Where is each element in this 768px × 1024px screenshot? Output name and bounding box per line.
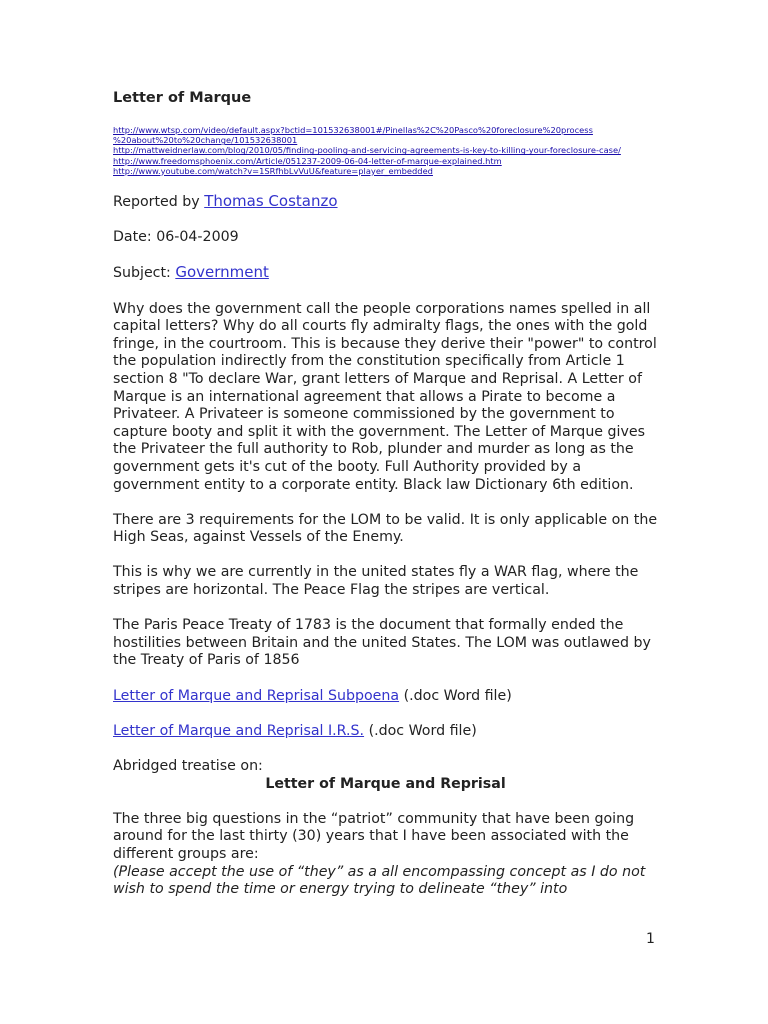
page-number: 1 (646, 931, 655, 947)
reported-by-label: Reported by (113, 194, 205, 210)
file-link-line-irs (113, 723, 658, 741)
reported-by-line (113, 193, 658, 212)
subpoena-doc-link[interactable]: Letter of Marque and Reprisal Subpoena (113, 687, 400, 704)
subject-link[interactable]: Government (175, 263, 269, 282)
date-line: Date: 06-04-2009 (113, 229, 239, 246)
paragraph-flags: This is why we are currently in the united states fly a WAR flag, where the stripes are horizontal. The Peace Flag the stripes are vertical. (113, 564, 639, 599)
subpoena-doc-suffix: (.doc Word file) (399, 687, 512, 704)
document-title: Letter of Marque (113, 90, 252, 106)
paragraph-intro: Why does the government call the people corporations names spelled in all capital letters? Why do all courts fly admiralty flags, the ones with the gold fringe, in the courtroom. This is because they derive their "power" to control the population indirectly from the constitution specifically from Article 1 section 8 "To declare War, grant letters of Marque and Reprisal. A Letter of Marque is an international agreement that allows a Pirate to become a Privateer. A Privateer is someone commissioned by the government to capture booty and split it with the government. The Letter of Marque gives the Privateer the full authority to Rob, plunder and murder as long as the government gets it's cut of the booty. Full Authority provided by a government entity to a corporate entity. Black law Dictionary 6th edition. (113, 300, 657, 493)
paragraph-requirements: There are 3 requirements for the LOM to be valid. It is only applicable on the High Seas, against Vessels of the Enemy. (113, 511, 658, 546)
abridged-intro: Abridged treatise on: (113, 758, 263, 774)
url-list (113, 125, 673, 176)
document-page (113, 0, 658, 1024)
document-body (113, 193, 658, 916)
file-link-line-subpoena (113, 688, 658, 706)
irs-doc-suffix: (.doc Word file) (364, 722, 477, 739)
subject-line (113, 264, 658, 283)
irs-doc-link[interactable]: Letter of Marque and Reprisal I.R.S. (113, 722, 365, 739)
reporter-name-link[interactable]: Thomas Costanzo (204, 192, 338, 210)
url-link-mattweidnerlaw[interactable]: http://mattweidnerlaw.com/blog/2010/05/finding-pooling-and-servicing-agreements-is-key-to-killing-your-foreclosure-case/ (113, 145, 621, 156)
report-meta (113, 193, 658, 283)
paragraph-italic-note: (Please accept the use of “they” as a all encompassing concept as I do not wish to spend the time or energy trying to delineate “they” into (113, 863, 646, 898)
paragraph-questions: The three big questions in the “patriot” community that have been going around for the last thirty (30) years that I have been associated with the different groups are: (113, 810, 635, 862)
abridged-heading: Letter of Marque and Reprisal (265, 775, 506, 792)
subject-label: Subject: (113, 265, 176, 282)
paragraph-treaty: The Paris Peace Treaty of 1783 is the document that formally ended the hostilities between Britain and the united States. The LOM was outlawed by the Treaty of Paris of 1856 (113, 617, 651, 669)
url-link-freedomsphoenix[interactable]: http://www.freedomsphoenix.com/Article/051237-2009-06-04-letter-of-marque-explained.htm (113, 155, 502, 166)
url-link-wtsp-continued[interactable]: %20about%20to%20change/101532638001 (113, 135, 298, 146)
url-link-wtsp[interactable]: http://www.wtsp.com/video/default.aspx?bctid=101532638001#/Pinellas%2C%20Pasco%20foreclosure%20process (113, 125, 593, 135)
url-link-youtube[interactable]: http://www.youtube.com/watch?v=1SRfhbLvVuU&feature=player_embedded (113, 165, 433, 176)
